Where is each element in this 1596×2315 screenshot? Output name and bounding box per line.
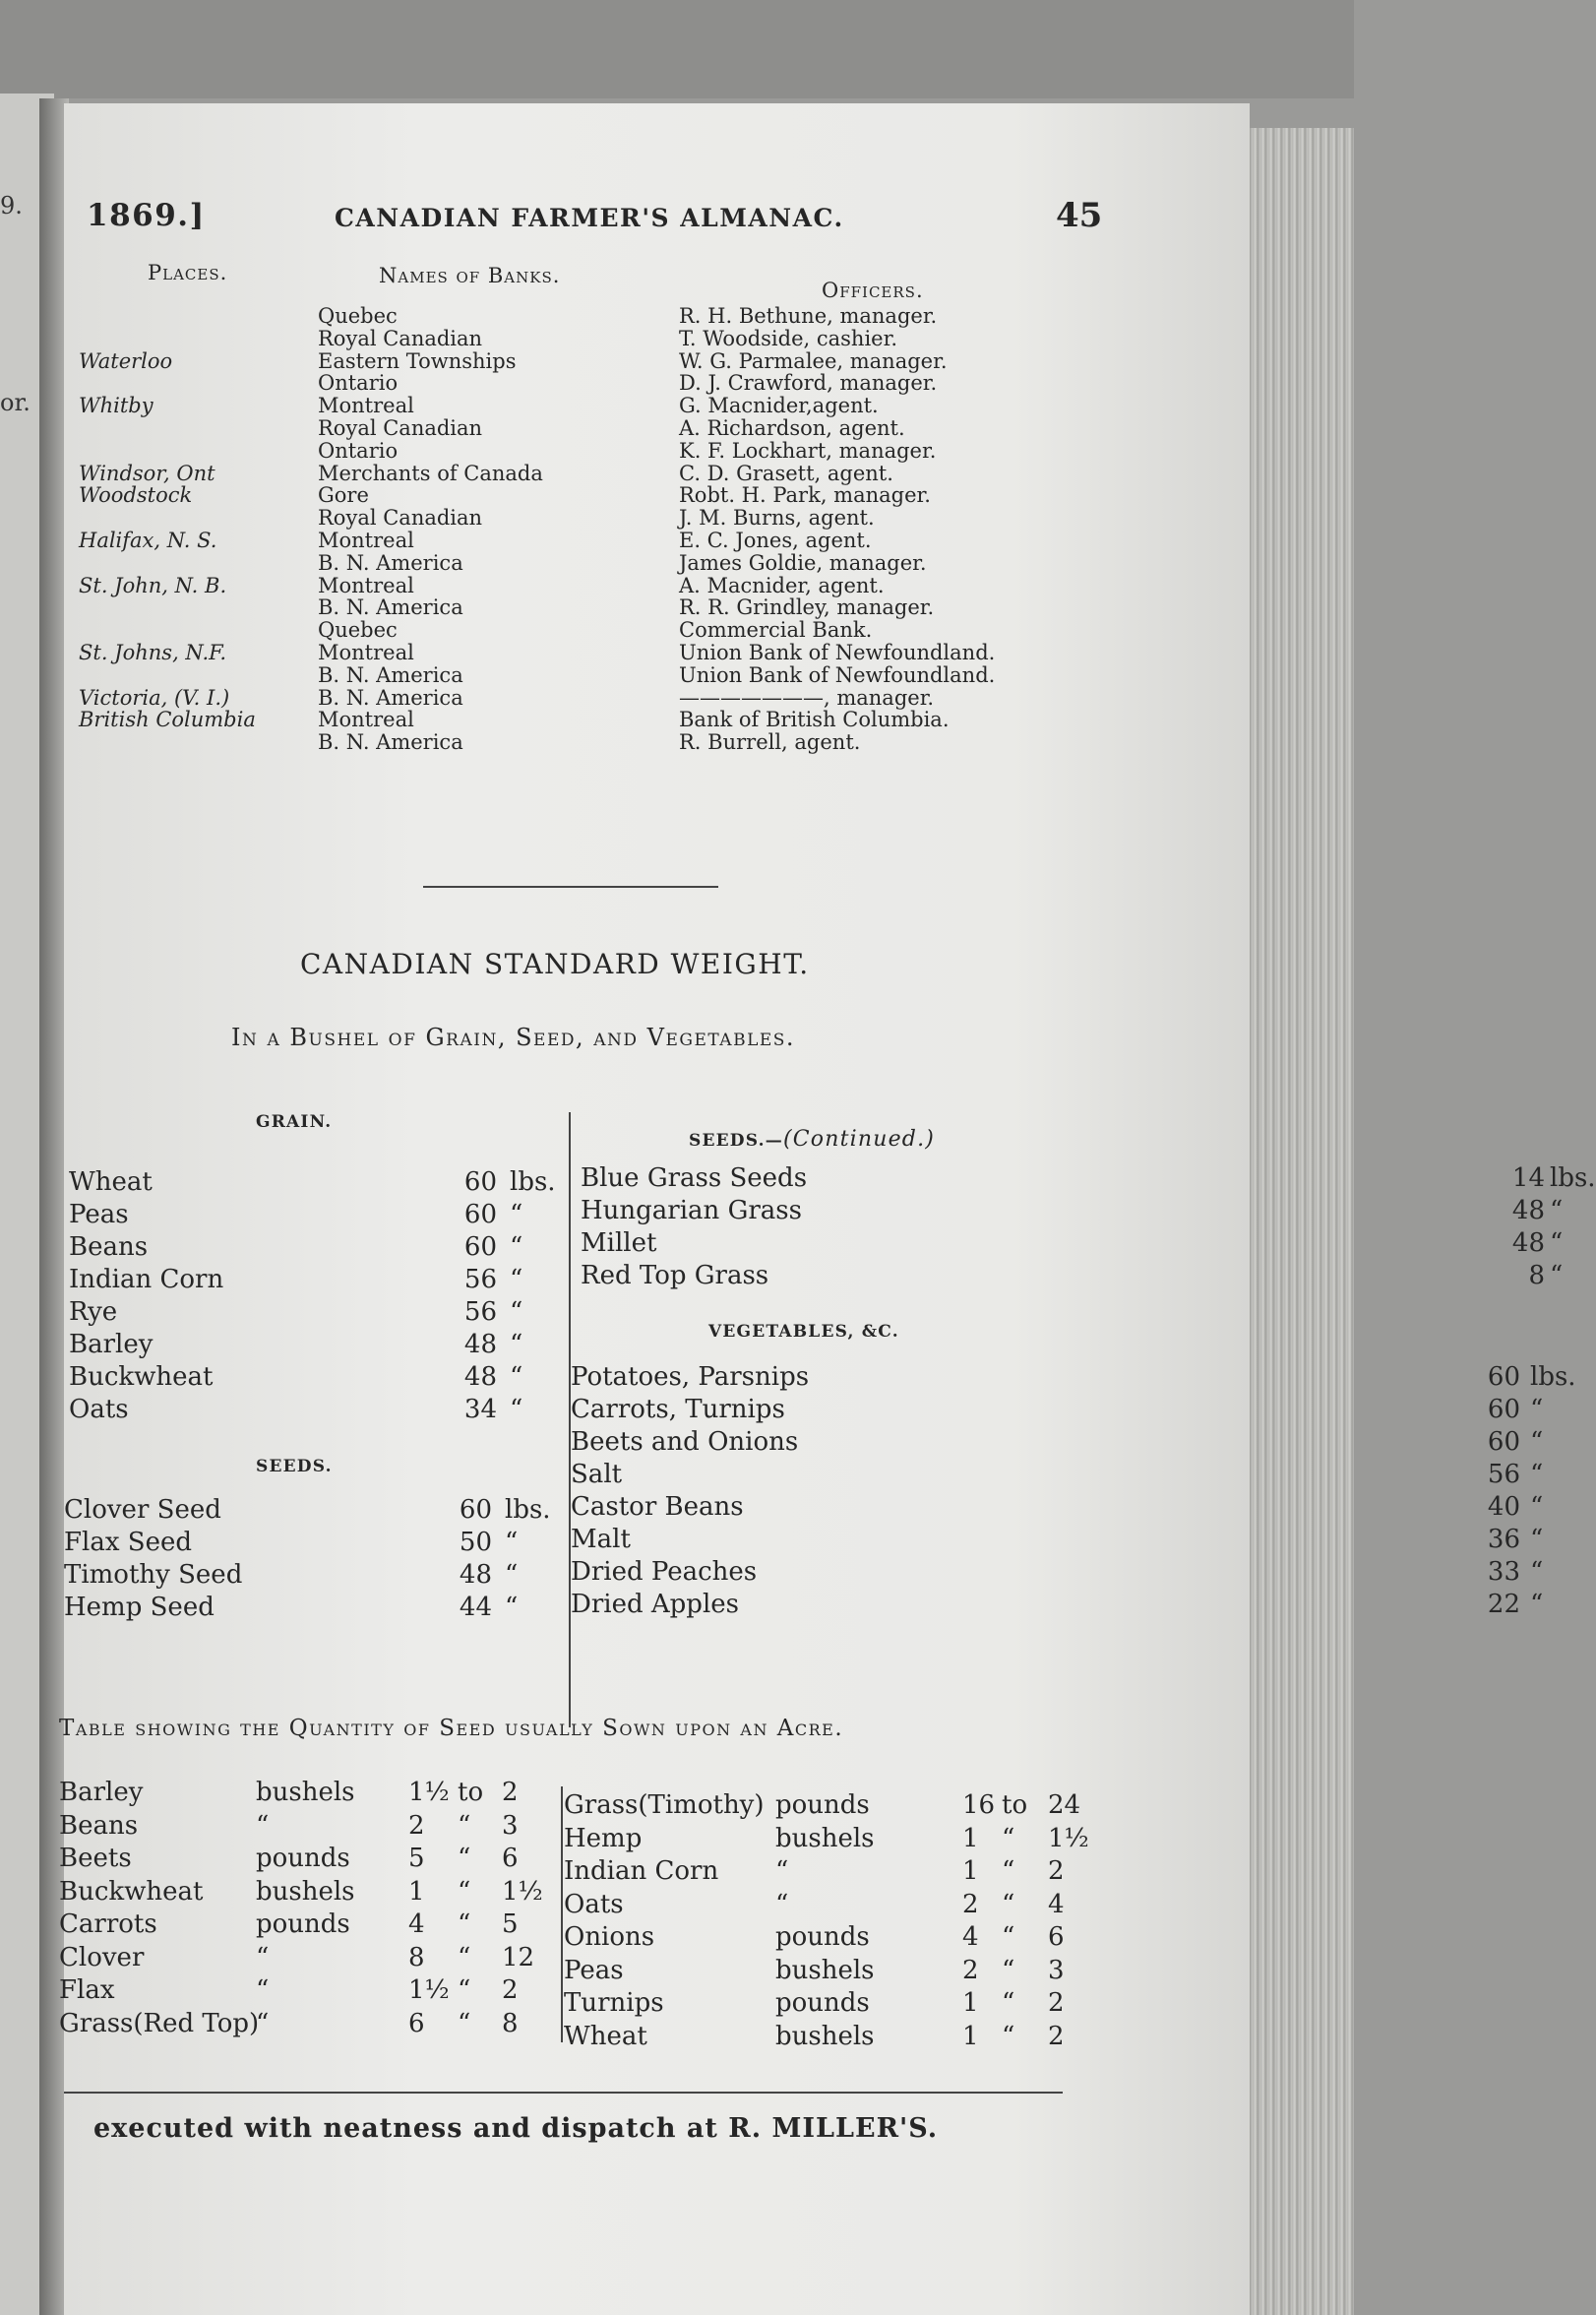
- weight-row: [64, 1494, 566, 1527]
- col-head-officers: Officers.: [822, 279, 924, 302]
- seed-to: 6: [1048, 1922, 1065, 1952]
- seed-unit: “: [256, 1810, 270, 1841]
- weight-row: [64, 1527, 566, 1559]
- seed-to: 4: [1048, 1889, 1065, 1919]
- seed-sep: “: [1002, 1889, 1015, 1919]
- seed-to: 3: [502, 1810, 519, 1841]
- seed-from: 1½: [408, 1778, 450, 1807]
- weight-row: [581, 1227, 1564, 1260]
- seed-sep: “: [458, 1876, 471, 1907]
- item-value: 56: [463, 1297, 497, 1327]
- bank-officer: W. G. Parmalee, manager.: [679, 348, 948, 373]
- bank-row: [64, 619, 1068, 642]
- bank-row: [64, 463, 1068, 485]
- section-divider: [423, 886, 718, 888]
- item-name: Clover Seed: [64, 1495, 221, 1525]
- bank-row: [64, 372, 1068, 395]
- item-unit: “: [505, 1560, 519, 1590]
- seed-to: 8: [502, 2008, 519, 2038]
- seed-unit: pounds: [256, 1909, 350, 1939]
- item-unit: “: [1530, 1557, 1544, 1587]
- item-unit: lbs.: [510, 1167, 556, 1197]
- bank-place: Victoria, (V. I.): [79, 685, 230, 710]
- item-value: 14: [1511, 1163, 1545, 1193]
- bank-place: Woodstock: [79, 483, 193, 508]
- item-value: 48: [463, 1362, 497, 1392]
- seed-sep: “: [1002, 1823, 1015, 1853]
- footer-text: executed with neatness and dispatch at R. MILLER'S.: [93, 2113, 939, 2144]
- seed-row: [564, 1855, 1125, 1889]
- item-value: 44: [459, 1593, 492, 1622]
- seed-unit: pounds: [775, 1790, 870, 1820]
- bank-name: B. N. America: [318, 595, 463, 620]
- item-unit: “: [505, 1528, 519, 1557]
- item-name: Dried Peaches: [571, 1557, 758, 1587]
- item-value: 60: [1487, 1395, 1520, 1424]
- seed-unit: “: [775, 1889, 789, 1919]
- bank-row: [64, 731, 1068, 754]
- seed-from: 1: [962, 1823, 979, 1853]
- left-page-fragment: 9.: [0, 192, 23, 219]
- page-number: 45: [1056, 196, 1103, 235]
- seeds-list: [64, 1494, 566, 1624]
- item-unit: “: [1530, 1492, 1544, 1522]
- bank-row: [64, 530, 1068, 552]
- bank-row: [64, 575, 1068, 597]
- weight-row: [581, 1195, 1564, 1227]
- seed-unit: “: [775, 1856, 789, 1886]
- item-unit: “: [1550, 1228, 1564, 1258]
- seed-name: Grass(Red Top): [59, 2008, 260, 2038]
- item-value: 56: [463, 1265, 497, 1294]
- bank-place: Windsor, Ont: [79, 461, 215, 485]
- item-unit: lbs.: [505, 1495, 551, 1525]
- seed-sep: “: [458, 1942, 471, 1972]
- item-unit: “: [1550, 1261, 1564, 1290]
- item-name: Millet: [581, 1228, 657, 1258]
- seed-unit: bushels: [256, 1778, 355, 1807]
- seed-from: 5: [408, 1844, 425, 1873]
- item-unit: “: [510, 1200, 523, 1229]
- weight-row: [571, 1589, 1544, 1621]
- seed-name: Grass(Timothy): [564, 1790, 765, 1820]
- weight-row: [571, 1459, 1544, 1491]
- seed-row: [564, 1987, 1125, 2021]
- item-unit: “: [510, 1297, 523, 1327]
- seed-from: 2: [962, 1889, 979, 1919]
- item-unit: “: [510, 1232, 523, 1262]
- seed-name: Buckwheat: [59, 1876, 204, 1907]
- seed-table-divider: [561, 1786, 563, 2042]
- item-value: 34: [463, 1395, 497, 1424]
- bank-officer: Commercial Bank.: [679, 618, 873, 643]
- seed-from: 16: [962, 1790, 996, 1820]
- bank-place: St. Johns, N.F.: [79, 640, 227, 664]
- bank-officer: A. Richardson, agent.: [679, 415, 905, 440]
- item-value: 22: [1487, 1590, 1520, 1619]
- bank-place: British Columbia: [79, 708, 256, 732]
- seed-from: 1: [962, 2021, 979, 2051]
- item-name: Hungarian Grass: [581, 1196, 802, 1225]
- item-value: 33: [1487, 1557, 1520, 1587]
- item-value: 48: [1511, 1228, 1545, 1258]
- item-name: Barley: [69, 1330, 153, 1359]
- seed-row: [59, 1810, 551, 1844]
- bank-officer: D. J. Crawford, manager.: [679, 371, 938, 396]
- col-head-places: Places.: [148, 261, 228, 284]
- seed-name: Barley: [59, 1778, 144, 1807]
- seed-name: Peas: [564, 1955, 624, 1985]
- seed-sep: “: [458, 1975, 471, 2005]
- bank-name: Montreal: [318, 528, 414, 552]
- bank-officer: J. M. Burns, agent.: [679, 506, 875, 531]
- item-value: 48: [459, 1560, 492, 1590]
- seed-from: 2: [408, 1810, 425, 1841]
- item-unit: “: [505, 1593, 519, 1622]
- seed-to: 24: [1048, 1790, 1081, 1820]
- item-value: 48: [463, 1330, 497, 1359]
- seed-table-title: Table showing the Quantity of Seed usually Sown upon an Acre.: [59, 1716, 844, 1741]
- seed-to: 6: [502, 1844, 519, 1873]
- weight-row: [69, 1394, 566, 1426]
- bank-officer: R. H. Bethune, manager.: [679, 304, 938, 328]
- bank-name: Quebec: [318, 304, 398, 328]
- seeds-heading: SEEDS.: [256, 1457, 333, 1476]
- bank-row: [64, 709, 1068, 731]
- bank-row: [64, 687, 1068, 710]
- bank-name: Ontario: [318, 438, 399, 463]
- item-name: Beans: [69, 1232, 149, 1262]
- bank-name: Montreal: [318, 640, 414, 664]
- item-name: Red Top Grass: [581, 1261, 769, 1290]
- bank-place: Waterloo: [79, 348, 173, 373]
- bank-name: Quebec: [318, 618, 398, 643]
- item-value: 48: [1511, 1196, 1545, 1225]
- seed-sep: “: [1002, 2021, 1015, 2051]
- seed-unit: bushels: [775, 1955, 875, 1985]
- item-name: Potatoes, Parsnips: [571, 1362, 810, 1392]
- bank-officer: James Goldie, manager.: [679, 550, 927, 575]
- vegetables-list: [571, 1361, 1576, 1621]
- seed-unit: “: [256, 2008, 270, 2038]
- bank-row: [64, 417, 1068, 440]
- item-value: 60: [1487, 1362, 1520, 1392]
- seed-row: [564, 1889, 1125, 1922]
- bank-name: Royal Canadian: [318, 415, 483, 440]
- item-name: Castor Beans: [571, 1492, 744, 1522]
- bank-name: Royal Canadian: [318, 326, 483, 350]
- weight-row: [69, 1166, 566, 1199]
- continued-italic: (Continued.): [782, 1127, 936, 1152]
- vegetables-heading: VEGETABLES, &C.: [708, 1322, 899, 1342]
- seed-unit: bushels: [775, 1823, 875, 1853]
- weight-row: [571, 1361, 1576, 1394]
- seed-to: 2: [1048, 1856, 1065, 1886]
- bank-name: Montreal: [318, 708, 414, 732]
- bank-row: [64, 440, 1068, 463]
- seed-from: 1½: [408, 1975, 450, 2005]
- bank-place: Halifax, N. S.: [79, 528, 217, 552]
- seed-from: 1: [408, 1876, 425, 1907]
- item-unit: “: [1530, 1525, 1544, 1554]
- col-head-banks: Names of Banks.: [379, 264, 561, 287]
- bank-row: [64, 350, 1068, 373]
- item-name: Beets and Onions: [571, 1427, 799, 1457]
- seed-unit: pounds: [256, 1844, 350, 1873]
- seed-row: [564, 1921, 1125, 1955]
- bank-row: [64, 596, 1068, 619]
- seeds-continued-heading: [689, 1127, 935, 1152]
- seed-to: 2: [1048, 1988, 1065, 2018]
- item-unit: “: [1530, 1427, 1544, 1457]
- seed-name: Onions: [564, 1922, 655, 1952]
- item-value: 60: [463, 1200, 497, 1229]
- seed-table-left: [59, 1777, 551, 2040]
- bank-name: Montreal: [318, 573, 414, 597]
- bank-officer: E. C. Jones, agent.: [679, 528, 872, 552]
- item-name: Malt: [571, 1525, 631, 1554]
- item-name: Buckwheat: [69, 1362, 214, 1392]
- seed-to: 2: [502, 1778, 519, 1807]
- item-unit: “: [1530, 1395, 1544, 1424]
- seed-unit: pounds: [775, 1922, 870, 1952]
- item-name: Blue Grass Seeds: [581, 1163, 808, 1193]
- seed-row: [564, 1789, 1125, 1823]
- weight-row: [69, 1264, 566, 1296]
- bank-place: St. John, N. B.: [79, 573, 227, 597]
- seeds-continued-list: [581, 1162, 1596, 1292]
- header-year: 1869.]: [87, 198, 206, 233]
- almanac-page: [59, 103, 1596, 2315]
- item-unit: “: [1530, 1460, 1544, 1489]
- weight-row: [69, 1329, 566, 1361]
- bank-row: [64, 507, 1068, 530]
- seed-to: 1½: [502, 1876, 543, 1907]
- seed-row: [564, 1955, 1125, 1988]
- item-value: 8: [1528, 1261, 1545, 1290]
- top-background: [0, 0, 1354, 98]
- seed-row: [59, 2008, 551, 2041]
- seed-name: Oats: [564, 1889, 624, 1919]
- seed-unit: bushels: [775, 2021, 875, 2051]
- seed-from: 4: [408, 1909, 425, 1939]
- seed-table-right: [564, 1789, 1125, 2053]
- weight-row: [69, 1199, 566, 1231]
- left-page-fragment: or.: [0, 389, 31, 416]
- item-unit: “: [510, 1395, 523, 1424]
- item-value: 60: [463, 1167, 497, 1197]
- item-name: Timothy Seed: [64, 1560, 243, 1590]
- seed-to: 2: [502, 1975, 519, 2005]
- seed-sep: to: [458, 1778, 484, 1807]
- seeds-continued-label: SEEDS.—: [689, 1131, 783, 1151]
- item-value: 60: [463, 1232, 497, 1262]
- seed-unit: “: [256, 1975, 270, 2005]
- page-edges: [1245, 128, 1354, 2315]
- seed-to: 12: [502, 1942, 535, 1972]
- seed-unit: bushels: [256, 1876, 355, 1907]
- bank-officer: Robt. H. Park, manager.: [679, 483, 931, 508]
- seed-sep: to: [1002, 1790, 1028, 1820]
- seed-row: [59, 1974, 551, 2008]
- bank-name: B. N. America: [318, 550, 463, 575]
- weight-row: [571, 1524, 1544, 1556]
- seed-from: 1: [962, 1988, 979, 2018]
- grain-list: [69, 1166, 566, 1426]
- weight-row: [581, 1162, 1596, 1195]
- bank-row: [64, 552, 1068, 575]
- bank-officer: Bank of British Columbia.: [679, 708, 950, 732]
- seed-row: [59, 1843, 551, 1876]
- seed-name: Wheat: [564, 2021, 647, 2051]
- bank-officer: C. D. Grasett, agent.: [679, 461, 893, 485]
- item-name: Oats: [69, 1395, 129, 1424]
- item-unit: “: [1550, 1196, 1564, 1225]
- grain-heading: GRAIN.: [256, 1112, 333, 1132]
- seed-row: [59, 1876, 551, 1909]
- weight-row: [69, 1361, 566, 1394]
- item-value: 60: [459, 1495, 492, 1525]
- seed-sep: “: [458, 1810, 471, 1841]
- seed-name: Carrots: [59, 1909, 157, 1939]
- seed-from: 4: [962, 1922, 979, 1952]
- seed-sep: “: [1002, 1955, 1015, 1985]
- seed-name: Beans: [59, 1810, 139, 1841]
- bank-row: [64, 642, 1068, 664]
- weight-row: [64, 1592, 566, 1624]
- bank-name: B. N. America: [318, 730, 463, 755]
- bank-officer: G. Macnider,agent.: [679, 394, 879, 418]
- item-name: Flax Seed: [64, 1528, 193, 1557]
- seed-name: Clover: [59, 1942, 145, 1972]
- item-value: 56: [1487, 1460, 1520, 1489]
- bank-name: B. N. America: [318, 662, 463, 687]
- seed-name: Hemp: [564, 1823, 643, 1853]
- bank-officer: A. Macnider, agent.: [679, 573, 885, 597]
- banks-table: [64, 305, 1068, 754]
- item-name: Carrots, Turnips: [571, 1395, 785, 1424]
- bank-row: [64, 305, 1068, 328]
- seed-sep: “: [1002, 1922, 1015, 1952]
- weight-row: [571, 1426, 1544, 1459]
- seed-sep: “: [458, 1909, 471, 1939]
- bank-row: [64, 664, 1068, 687]
- item-name: Hemp Seed: [64, 1593, 215, 1622]
- bank-name: Eastern Townships: [318, 348, 517, 373]
- bank-officer: ———————, manager.: [679, 685, 935, 710]
- footer-rule: [64, 2092, 1063, 2094]
- header-title: CANADIAN FARMER'S ALMANAC.: [335, 204, 844, 232]
- seed-name: Indian Corn: [564, 1856, 719, 1886]
- item-value: 60: [1487, 1427, 1520, 1457]
- item-name: Rye: [69, 1297, 118, 1327]
- bank-name: Gore: [318, 483, 369, 508]
- item-name: Indian Corn: [69, 1265, 224, 1294]
- seed-row: [59, 1777, 551, 1810]
- bank-officer: R. R. Grindley, manager.: [679, 595, 935, 620]
- seed-sep: “: [458, 2008, 471, 2038]
- item-name: Dried Apples: [571, 1590, 739, 1619]
- seed-to: 1½: [1048, 1823, 1089, 1853]
- item-unit: “: [1530, 1590, 1544, 1619]
- weight-row: [69, 1231, 566, 1264]
- seed-name: Turnips: [564, 1988, 664, 2018]
- item-unit: lbs.: [1550, 1163, 1596, 1193]
- seed-unit: “: [256, 1942, 270, 1972]
- weights-title: CANADIAN STANDARD WEIGHT.: [300, 948, 810, 980]
- seed-from: 1: [962, 1856, 979, 1886]
- seed-from: 2: [962, 1955, 979, 1985]
- weight-row: [64, 1559, 566, 1592]
- seed-unit: pounds: [775, 1988, 870, 2018]
- seed-to: 2: [1048, 2021, 1065, 2051]
- weight-row: [581, 1260, 1564, 1292]
- bank-name: Ontario: [318, 371, 399, 396]
- weight-row: [571, 1491, 1544, 1524]
- seed-row: [564, 2021, 1125, 2054]
- bank-officer: Union Bank of Newfoundland.: [679, 640, 996, 664]
- seed-sep: “: [458, 1844, 471, 1873]
- bank-row: [64, 484, 1068, 507]
- weight-row: [571, 1394, 1544, 1426]
- item-unit: lbs.: [1530, 1362, 1576, 1392]
- seed-from: 8: [408, 1942, 425, 1972]
- item-value: 36: [1487, 1525, 1520, 1554]
- item-unit: “: [510, 1330, 523, 1359]
- weight-row: [69, 1296, 566, 1329]
- bank-name: Montreal: [318, 394, 414, 418]
- seed-name: Flax: [59, 1975, 115, 2005]
- item-name: Salt: [571, 1460, 623, 1489]
- seed-from: 6: [408, 2008, 425, 2038]
- item-name: Peas: [69, 1200, 129, 1229]
- bank-officer: Union Bank of Newfoundland.: [679, 662, 996, 687]
- bank-name: B. N. America: [318, 685, 463, 710]
- item-unit: “: [510, 1265, 523, 1294]
- seed-row: [59, 1942, 551, 1975]
- bank-officer: R. Burrell, agent.: [679, 730, 861, 755]
- seed-name: Beets: [59, 1844, 132, 1873]
- seed-sep: “: [1002, 1988, 1015, 2018]
- bank-officer: K. F. Lockhart, manager.: [679, 438, 937, 463]
- bank-row: [64, 328, 1068, 350]
- item-value: 40: [1487, 1492, 1520, 1522]
- bank-officer: T. Woodside, cashier.: [679, 326, 898, 350]
- seed-row: [59, 1908, 551, 1942]
- seed-row: [564, 1823, 1125, 1856]
- bank-row: [64, 395, 1068, 417]
- bank-name: Royal Canadian: [318, 506, 483, 531]
- weights-subtitle: In a Bushel of Grain, Seed, and Vegetables.: [231, 1024, 796, 1051]
- item-name: Wheat: [69, 1167, 153, 1197]
- seed-to: 3: [1048, 1955, 1065, 1985]
- weight-row: [571, 1556, 1544, 1589]
- item-unit: “: [510, 1362, 523, 1392]
- bank-name: Merchants of Canada: [318, 461, 543, 485]
- bank-place: Whitby: [79, 394, 153, 418]
- item-value: 50: [459, 1528, 492, 1557]
- seed-sep: “: [1002, 1856, 1015, 1886]
- seed-to: 5: [502, 1909, 519, 1939]
